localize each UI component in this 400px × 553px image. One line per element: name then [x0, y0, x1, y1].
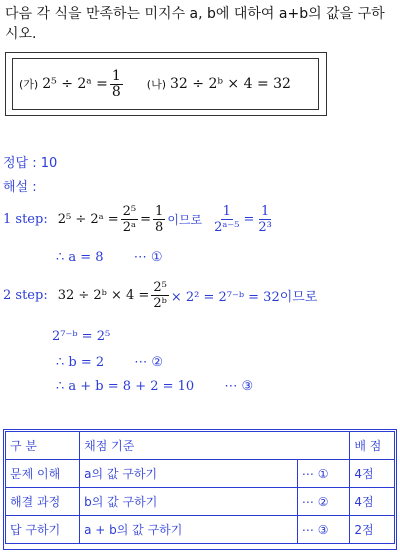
table-header-row	[6, 432, 395, 460]
fraction-denominator: 2ᵇ	[153, 296, 167, 311]
step2-result-line	[56, 355, 163, 370]
row-marker: ⋯ ①	[297, 460, 349, 488]
step1-connector: 이므로	[167, 213, 203, 227]
fraction-numerator: 1	[111, 67, 121, 84]
step2-marker2: ⋯ ③	[224, 379, 254, 394]
row-category: 해결 과정	[6, 488, 80, 516]
step1-eq2: =	[140, 212, 152, 227]
question-text: 다음 각 식을 만족하는 미지수 a, b에 대하여 a+b의 값을 구하시오.	[5, 6, 385, 42]
step2-eq1: 32 ÷ 2ᵇ × 4 =	[57, 288, 150, 303]
fraction-denominator: 2ᵃ⁻⁵	[214, 220, 240, 235]
row-marker: ⋯ ②	[297, 488, 349, 516]
step1-eq1: 2⁵ ÷ 2ᵃ =	[57, 212, 119, 227]
step1-prefix: 1 step:	[3, 212, 48, 227]
step1-marker: ⋯ ①	[133, 250, 163, 265]
fraction-denominator: 2³	[258, 220, 272, 235]
step2-marker: ⋯ ②	[134, 355, 164, 370]
fraction-numerator: 1	[222, 204, 231, 219]
row-category: 문제 이해	[6, 460, 80, 488]
row-criterion: a의 값 구하기	[80, 460, 298, 488]
fraction-numerator: 1	[155, 204, 164, 219]
answer-label: 정답 : 10	[3, 156, 58, 171]
equation-na: 32 ÷ 2ᵇ × 4 = 32	[170, 76, 291, 92]
header-criterion: 채점 기준	[80, 432, 350, 460]
step1-frac1	[121, 204, 138, 235]
step2-frac1	[151, 280, 168, 311]
fraction-numerator: 2⁵	[153, 280, 167, 295]
equation-ga: 2⁵ ÷ 2ᵃ =	[42, 76, 108, 92]
step2-result2: ∴ a + b = 8 + 2 = 10	[56, 379, 195, 394]
row-criterion: b의 값 구하기	[80, 488, 298, 516]
fraction-denominator: 8	[155, 220, 164, 235]
step1-frac2	[153, 204, 165, 235]
step2-result2-line	[56, 379, 253, 394]
step1-frac4	[256, 204, 273, 235]
step1-frac3	[212, 204, 241, 235]
condition-box-inner	[12, 58, 319, 110]
step2-prefix: 2 step:	[3, 288, 48, 303]
label-na: (나)	[146, 78, 166, 91]
fraction-numerator: 1	[260, 204, 270, 219]
row-marker: ⋯ ③	[297, 516, 349, 544]
step2-line	[3, 280, 317, 311]
row-criterion: a + b의 값 구하기	[80, 516, 298, 544]
row-category: 답 구하기	[6, 516, 80, 544]
step1-line	[3, 204, 276, 235]
step2-eq2: × 2² = 2⁷⁻ᵇ = 32이므로	[170, 290, 318, 305]
header-points: 배 점	[350, 432, 395, 460]
step1-eq3: =	[243, 212, 255, 227]
fraction-numerator: 2⁵	[122, 204, 137, 219]
equation-ga-fraction	[110, 69, 123, 100]
table-row	[6, 488, 395, 516]
fraction-denominator: 8	[111, 83, 121, 100]
row-points: 4점	[350, 488, 395, 516]
label-ga: (가)	[19, 78, 39, 91]
step2-line2: 2⁷⁻ᵇ = 2⁵	[52, 329, 111, 344]
explanation-label: 해설 :	[3, 180, 37, 195]
table-row	[6, 516, 395, 544]
condition-box	[5, 52, 327, 116]
header-category: 구 분	[6, 432, 80, 460]
fraction-denominator: 2ᵃ	[122, 220, 137, 235]
step1-result: ∴ a = 8	[56, 250, 104, 265]
step2-result: ∴ b = 2	[56, 355, 105, 370]
criteria-table	[5, 431, 395, 544]
row-points: 4점	[350, 460, 395, 488]
row-points: 2점	[350, 516, 395, 544]
table-row	[6, 460, 395, 488]
step1-result-line	[56, 250, 163, 265]
